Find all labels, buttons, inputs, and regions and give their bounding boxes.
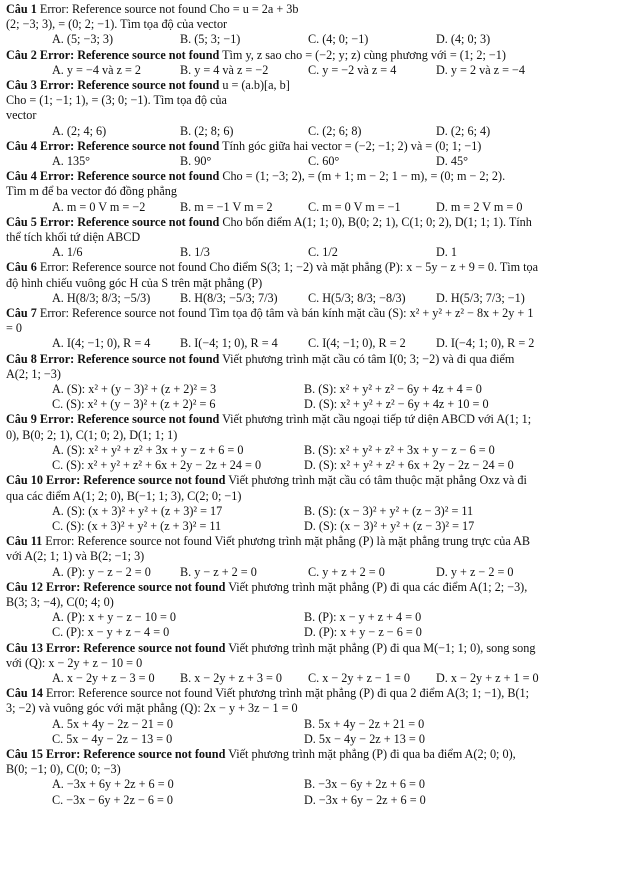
question-continuation: B(0; −1; 0), C(0; 0; −3) [6,762,121,777]
reference-error: Error: Reference source not found [39,412,220,427]
question-block [6,580,634,641]
answer-option: B. −3x − 6y + 2z + 6 = 0 [304,777,426,792]
question-continuation: qua các điểm A(1; 2; 0), B(−1; 1; 3), C(2; 0; −1) [6,488,242,503]
answer-option: B. 90° [180,154,212,169]
question-stem [6,169,634,184]
question-text: Viết phương trình mặt phẳng (P) đi qua 2 điểm A(3; 1; −1), B(1; [215,686,529,701]
answer-option: B. (S): x² + y² + z² + 3x + y − z − 6 = 0 [304,442,495,457]
answer-option: C. −3x − 6y + 2z − 6 = 0 [52,792,174,807]
answer-row [52,610,634,625]
question-stem [6,48,634,63]
question-block [6,139,634,169]
question-text: Viết phương trình mặt phẳng (P) đi qua M(−1; 1; 0), song song [228,640,536,655]
answer-option: C. (2; 6; 8) [308,123,362,138]
question-continuation: thể tích khối tứ diện ABCD [6,230,141,245]
answer-option: B. (S): x² + y² + z² − 6y + 4z + 4 = 0 [304,382,482,397]
answer-option: C. y + z + 2 = 0 [308,564,385,579]
question-number: Câu 10 [6,473,43,488]
answer-row [52,397,634,412]
answer-option: B. (P): x − y + z + 4 = 0 [304,610,422,625]
answer-option: B. y = 4 và z = −2 [180,62,269,77]
reference-error: Error: Reference source not found [45,534,212,549]
answer-option: C. (S): x² + (y − 3)² + (z + 2)² = 6 [52,397,216,412]
question-continuation: vector [6,108,37,123]
answer-option: C. (S): x² + y² + z² + 6x + 2y − 2z + 24 = 0 [52,458,262,473]
answer-row [52,245,634,260]
question-text: u = (a.b)[a, b] [222,78,290,93]
answer-option: D. (P): x + y − z − 6 = 0 [304,625,422,640]
answer-option: A. 1/6 [52,245,83,260]
answer-option: D. 5x − 4y − 2z + 13 = 0 [304,731,425,746]
question-continuation: Tìm m để ba vector đó đồng phẳng [6,184,177,199]
answer-option: B. 1/3 [180,245,210,260]
answer-option: A. (2; 4; 6) [52,123,107,138]
answer-option: D. (4; 0; 3) [436,32,491,47]
question-number: Câu 9 [6,412,37,427]
answer-option: A. (S): x² + (y − 3)² + (z + 2)² = 3 [52,382,217,397]
question-text: Tìm y, z sao cho = (−2; y; z) cùng phương với = (1; 2; −1) [222,47,506,62]
question-number: Câu 7 [6,306,37,321]
question-text: Tính góc giữa hai vector = (−2; −1; 2) và = (0; 1; −1) [222,138,482,153]
answer-option: A. x − 2y + z − 3 = 0 [52,670,155,685]
reference-error: Error: Reference source not found [39,306,207,321]
question-continuation: với A(2; 1; 1) và B(2; −1; 3) [6,549,145,564]
answer-option: A. (P): y − z − 2 = 0 [52,564,151,579]
answer-option: A. (5; −3; 3) [52,32,114,47]
question-stem [6,686,634,701]
answer-option: D. x − 2y + z + 1 = 0 [436,670,539,685]
answer-option: D. I(−4; 1; 0), R = 2 [436,336,535,351]
question-block [6,686,634,747]
answer-option: D. m = 2 V m = 0 [436,199,523,214]
answer-option: A. 5x + 4y − 2z − 21 = 0 [52,716,173,731]
answer-option: C. m = 0 V m = −1 [308,199,401,214]
answer-row [52,291,634,306]
answer-row [52,443,634,458]
question-stem [6,473,634,488]
answer-row [52,777,634,792]
question-text: Viết phương trình mặt phẳng (P) đi qua các điểm A(1; 2; −3), [228,579,528,594]
question-number: Câu 15 [6,746,43,761]
question-block [6,78,634,139]
question-continuation: 0), B(0; 2; 1), C(1; 0; 2), D(1; 1; 1) [6,427,178,442]
answer-option: A. (S): (x + 3)² + y² + (z + 3)² = 17 [52,503,223,518]
reference-error: Error: Reference source not found [39,78,220,93]
reference-error: Error: Reference source not found [39,351,220,366]
question-number: Câu 6 [6,260,37,275]
answer-row [52,732,634,747]
reference-error: Error: Reference source not found [45,579,226,594]
question-block [6,260,634,306]
question-block [6,169,634,215]
question-continuation: Cho = (1; −1; 1), = (3; 0; −1). Tìm tọa độ của [6,93,227,108]
question-continuation: độ hình chiếu vuông góc H của S trên mặt phẳng (P) [6,275,263,290]
question-block [6,48,634,78]
reference-error: Error: Reference source not found [45,686,213,701]
question-block [6,412,634,473]
answer-option: A. (S): x² + y² + z² + 3x + y − z + 6 = 0 [52,442,244,457]
answer-option: A. I(4; −1; 0), R = 4 [52,336,151,351]
answer-row [52,671,634,686]
question-block [6,641,634,687]
question-stem [6,412,634,427]
answer-option: D. (S): x² + y² + z² + 6x + 2y − 2z − 24 = 0 [304,458,514,473]
question-number: Câu 13 [6,640,43,655]
question-text: Cho bốn điểm A(1; 1; 0), B(0; 2; 1), C(1; 0; 2), D(1; 1; 1). Tính [222,214,532,229]
answer-row [52,63,634,78]
answer-row [52,154,634,169]
question-block [6,534,634,580]
question-continuation: (2; −3; 3), = (0; 2; −1). Tìm tọa độ của vector [6,17,228,32]
answer-option: C. 5x − 4y − 2z − 13 = 0 [52,731,173,746]
question-text: Viết phương trình mặt cầu có tâm thuộc mặt phẳng Oxz và đi [228,473,527,488]
answer-row [52,32,634,47]
question-block [6,306,634,352]
question-number: Câu 2 [6,47,37,62]
question-stem [6,306,634,321]
question-continuation: A(2; 1; −3) [6,366,61,381]
answer-option: A. 135° [52,154,91,169]
answer-row [52,625,634,640]
answer-option: C. x − 2y + z − 1 = 0 [308,670,410,685]
reference-error: Error: Reference source not found [39,260,207,275]
question-block [6,747,634,808]
answer-option: C. H(5/3; 8/3; −8/3) [308,290,406,305]
answer-option: C. 60° [308,154,340,169]
answer-option: D. (S): x² + y² + z² − 6y + 4z + 10 = 0 [304,397,489,412]
question-number: Câu 12 [6,579,43,594]
answer-option: D. 45° [436,154,468,169]
question-text: Viết phương trình mặt cầu ngoại tiếp tứ diện ABCD với A(1; 1; [222,412,532,427]
question-text: Cho = u = 2a + 3b [209,2,299,16]
question-number: Câu 4 [6,169,37,184]
answer-option: B. 5x + 4y − 2z + 21 = 0 [304,716,425,731]
question-text: Viết phương trình mặt phẳng (P) là mặt phẳng trung trực của AB [214,534,531,549]
reference-error: Error: Reference source not found [39,138,220,153]
answer-option: B. m = −1 V m = 2 [180,199,273,214]
question-block [6,215,634,261]
reference-error: Error: Reference source not found [45,473,226,488]
question-continuation: B(3; 3; −4), C(0; 4; 0) [6,594,114,609]
answer-option: B. H(8/3; −5/3; 7/3) [180,290,278,305]
answer-option: C. y = −2 và z = 4 [308,62,397,77]
answer-row [52,519,634,534]
question-text: Cho = (1; −3; 2), = (m + 1; m − 2; 1 − m), = (0; m − 2; 2). [222,169,506,184]
answer-option: A. (P): x + y − z − 10 = 0 [52,610,176,625]
question-continuation: với (Q): x − 2y + z − 10 = 0 [6,655,143,670]
question-stem [6,2,634,17]
question-number: Câu 8 [6,351,37,366]
answer-option: D. y = 2 và z = −4 [436,62,525,77]
question-number: Câu 5 [6,214,37,229]
question-number: Câu 3 [6,78,37,93]
answer-option: D. H(5/3; 7/3; −1) [436,290,525,305]
question-text: Tìm tọa độ tâm và bán kính mặt cầu (S): x² + y² + z² − 8x + 2y + 1 [209,306,534,321]
answer-row [52,200,634,215]
reference-error: Error: Reference source not found [45,640,226,655]
answer-row [52,124,634,139]
answer-row [52,458,634,473]
question-stem [6,260,634,275]
answer-row [52,717,634,732]
answer-option: A. m = 0 V m = −2 [52,199,146,214]
answer-row [52,504,634,519]
answer-option: D. (2; 6; 4) [436,123,491,138]
reference-error: Error: Reference source not found [45,746,226,761]
reference-error: Error: Reference source not found [39,169,220,184]
question-block [6,352,634,413]
answer-option: D. −3x + 6y − 2z + 6 = 0 [304,792,426,807]
reference-error: Error: Reference source not found [39,214,220,229]
answer-option: C. (P): x − y + z − 4 = 0 [52,625,170,640]
answer-option: B. (S): (x − 3)² + y² + (z − 3)² = 11 [304,503,474,518]
question-block [6,2,634,48]
question-block [6,473,634,534]
question-number: Câu 11 [6,534,43,549]
answer-option: B. x − 2y + z + 3 = 0 [180,670,282,685]
answer-option: A. y = −4 và z = 2 [52,62,141,77]
reference-error: Error: Reference source not found [39,2,207,16]
question-text: Cho điểm S(3; 1; −2) và mặt phẳng (P): x − 5y − z + 9 = 0. Tìm tọa [209,260,539,275]
answer-option: D. 1 [436,245,457,260]
answer-option: D. y + z − 2 = 0 [436,564,514,579]
question-stem [6,580,634,595]
answer-option: C. I(4; −1; 0), R = 2 [308,336,406,351]
question-continuation: = 0 [6,321,23,336]
answer-option: C. (4; 0; −1) [308,32,369,47]
answer-row [52,382,634,397]
question-text: Viết phương trình mặt cầu có tâm I(0; 3; −2) và đi qua điểm [222,351,515,366]
question-stem [6,352,634,367]
question-stem [6,78,634,93]
answer-option: B. I(−4; 1; 0), R = 4 [180,336,278,351]
reference-error: Error: Reference source not found [39,47,220,62]
answer-option: B. (5; 3; −1) [180,32,241,47]
answer-row [52,793,634,808]
answer-row [52,336,634,351]
question-number: Câu 14 [6,686,43,701]
answer-row [52,565,634,580]
answer-option: B. y − z + 2 = 0 [180,564,257,579]
answer-option: C. (S): (x + 3)² + y² + (z + 3)² = 11 [52,518,222,533]
question-number: Câu 1 [6,2,37,16]
question-continuation: 3; −2) và vuông góc với mặt phẳng (Q): 2x − y + 3z − 1 = 0 [6,701,298,716]
question-number: Câu 4 [6,138,37,153]
answer-option: D. (S): (x − 3)² + y² + (z − 3)² = 17 [304,518,475,533]
answer-option: A. −3x + 6y + 2z + 6 = 0 [52,777,174,792]
answer-option: C. 1/2 [308,245,338,260]
question-stem [6,747,634,762]
answer-option: A. H(8/3; 8/3; −5/3) [52,290,151,305]
question-text: Viết phương trình mặt phẳng (P) đi qua ba điểm A(2; 0; 0), [228,746,516,761]
question-stem [6,139,634,154]
question-stem [6,641,634,656]
question-stem [6,215,634,230]
question-stem [6,534,634,549]
answer-option: B. (2; 8; 6) [180,123,234,138]
